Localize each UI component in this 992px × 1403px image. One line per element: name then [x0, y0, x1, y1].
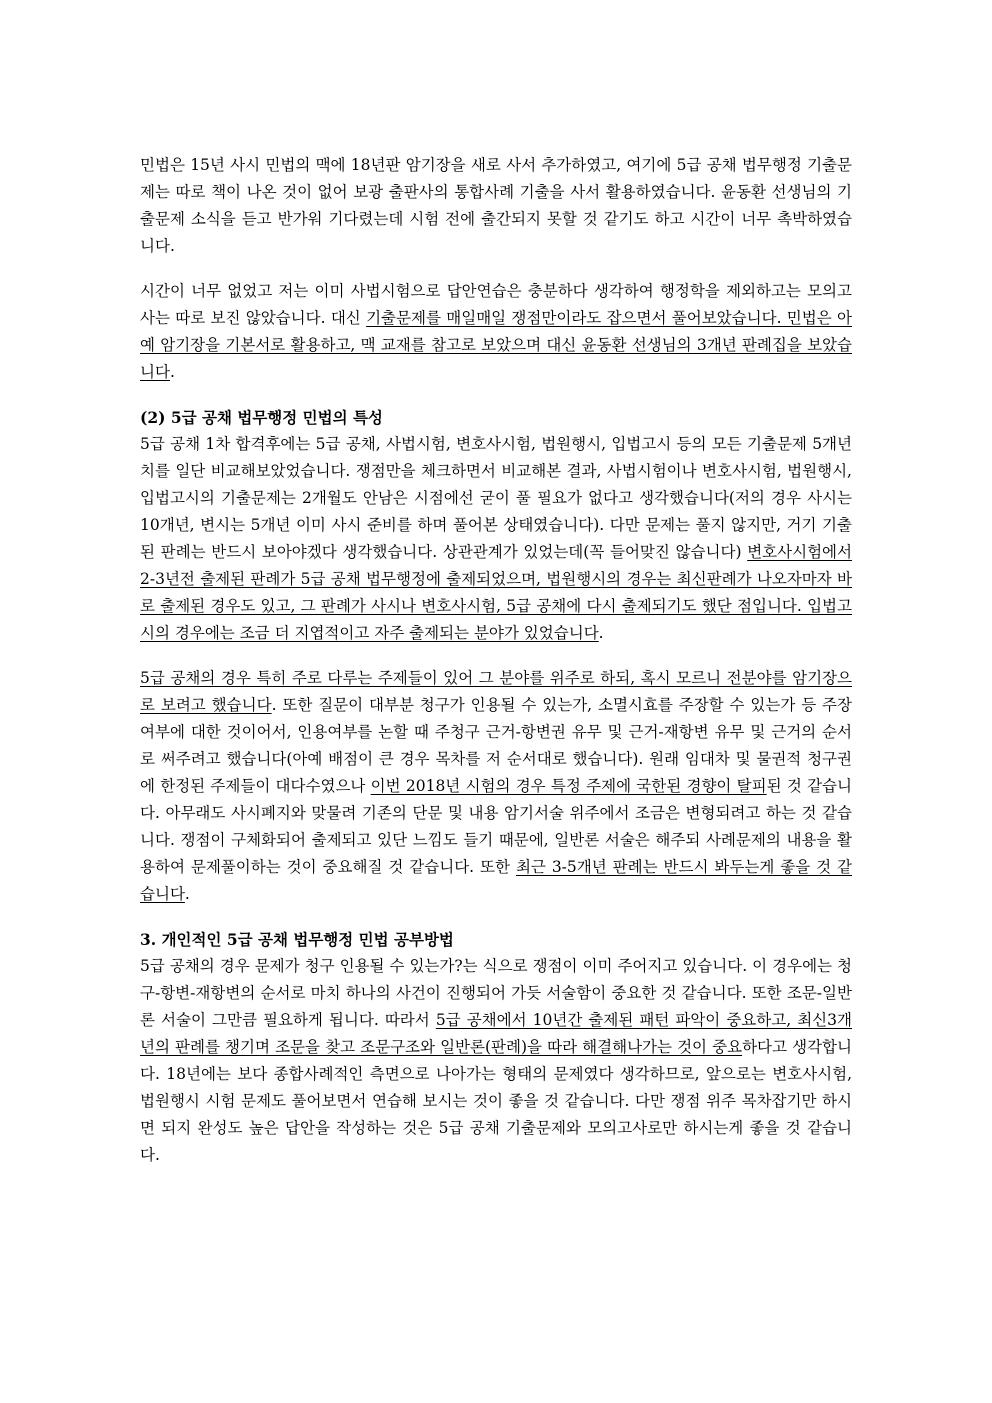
underlined-text-segment: 변호사시험에서 2-3년전 출제된 판례가 5급 공채 법무행정에 출제되었으며, 법원행시의 경우는 최신판례가 나오자마자 바로 출제된 경우도 있고, 그 판례가 사시나 변호사시험, 5급 공채에 다시 출제되기도 했단 점입니다. 입법고시의 경우에는 조금 더 지엽적이고 자주 출제되는 분야가 있었습니다 [140, 543, 852, 642]
text-segment: . [169, 363, 175, 381]
paragraph-topic-focus [140, 665, 852, 908]
paragraph-gap [140, 908, 852, 926]
text-segment: 시간이 너무 없었고 저는 이미 사법시험으로 답안연습은 충분하다 생각하여 행정학을 제외하고는 모의고사는 따로 보진 않았습니다. 대신 [140, 282, 852, 327]
underlined-text-segment: 최근 3-5개년 판례는 반드시 봐두는게 좋을 것 같습니다 [140, 858, 853, 903]
paragraph-study-method [140, 953, 852, 1169]
text-segment: 하다고 생각합니다. 18년에는 보다 종합사례적인 측면으로 나아가는 형태의 문제였다 생각하므로, 앞으로는 변호사시험, 법원행시 시험 문제도 풀어보면서 연습해 보시는 것이 좋을 것 같습니다. 다만 쟁점 위주 목차잡기만 하시면 되지 완성도 높은 답안을 작성하는 것은 5급 공채 기출문제와 모의고사로만 하시는게 좋을 것 같습니다. [140, 1038, 852, 1164]
underlined-text-segment: 이번 2018년 시험의 경우 특정 주제에 국한된 경향이 탈피 [370, 777, 767, 795]
paragraph-gap [140, 260, 852, 278]
text-segment: 된 것 같습니다. 아무래도 사시폐지와 맞물려 기존의 단문 및 내용 암기서술 위주에서 조금은 변형되려고 하는 것 같습니다. 쟁점이 구체화되어 출제되고 있단 느낌도 들기 때문에, 일반론 서술은 해주되 사례문제의 내용을 활용하여 문제풀이하는 것이 중요해질 것 같습니다. 또한 [140, 777, 852, 876]
section-heading-characteristics: (2) 5급 공채 법무행정 민법의 특성 [140, 408, 383, 427]
text-segment: 5급 공채의 경우 문제가 청구 인용될 수 있는가?는 식으로 쟁점이 이미 주어지고 있습니다. 이 경우에는 청구-항변-재항변의 순서로 마치 하나의 사건이 진행되어 가듯 서술함이 중요한 것 같습니다. 또한 조문-일반론 서술이 그만큼 필요하게 됩니다. 따라서 [140, 957, 852, 1029]
paragraph-civil-law-materials [140, 152, 852, 260]
text-segment: . 또한 질문이 대부분 청구가 인용될 수 있는가, 소멸시효를 주장할 수 있는가 등 주장 여부에 대한 것이어서, 인용여부를 논할 때 주청구 근거-항변권 유무 및 근거-재항변 유무 및 근거의 순서로 써주려고 했습니다(아예 배점이 큰 경우 목차를 저 순서대로 했습니다). 원래 임대차 및 물권적 청구권에 한정된 주제들이 대다수였으나 [140, 696, 852, 795]
underlined-text-segment: 5급 공채의 경우 특히 주로 다루는 주제들이 있어 그 분야를 위주로 하되, 혹시 모르니 전분야를 암기장으로 보려고 했습니다 [140, 669, 852, 714]
underlined-text-segment: 기출문제를 매일매일 쟁점만이라도 잡으면서 풀어보았습니다. 민법은 아예 암기장을 기본서로 활용하고, 맥 교재를 참고로 보았으며 대신 윤동환 선생님의 3개년 판례집을 보았습니다 [140, 309, 852, 381]
paragraph-gap [140, 647, 852, 665]
section-heading-study-method: 3. 개인적인 5급 공채 법무행정 민법 공부방법 [140, 930, 454, 949]
text-segment: 민법은 15년 사시 민법의 맥에 18년판 암기장을 새로 사서 추가하였고, 여기에 5급 공채 법무행정 기출문제는 따로 책이 나온 것이 없어 보광 출판사의 통합사례 기출을 사서 활용하였습니다. 윤동환 선생님의 기출문제 소식을 듣고 반가워 기다렸는데 시험 전에 출간되지 못할 것 같기도 하고 시간이 너무 촉박하였습니다. [140, 156, 852, 255]
text-segment: . [598, 624, 604, 642]
paragraph-study-practice [140, 278, 852, 386]
underlined-text-segment: 5급 공채에서 10년간 출제된 패턴 파악이 중요하고, 최신3개년의 판례를 챙기며 조문을 찾고 조문구조와 일반론(판례)을 따라 해결해나가는 것이 중요 [140, 1011, 852, 1056]
paragraph-exam-comparison [140, 431, 852, 647]
paragraph-gap [140, 386, 852, 404]
document-page [140, 152, 852, 1169]
text-segment: . [184, 885, 190, 903]
text-segment: 5급 공채 1차 합격후에는 5급 공채, 사법시험, 변호사시험, 법원행시, 입법고시 등의 모든 기출문제 5개년치를 일단 비교해보았었습니다. 쟁점만을 체크하면서 비교해본 결과, 사법시험이나 변호사시험, 법원행시, 입법고시의 기출문제는 2개월도 안남은 시점에선 굳이 풀 필요가 없다고 생각했습니다(저의 경우 사시는 10개년, 변시는 5개년 이미 사시 준비를 하며 풀어본 상태였습니다). 다만 문제는 풀지 않지만, 거기 기출된 판례는 반드시 보아야겠다 생각했습니다. 상관관계가 있었는데(꼭 들어맞진 않습니다) [140, 435, 852, 561]
